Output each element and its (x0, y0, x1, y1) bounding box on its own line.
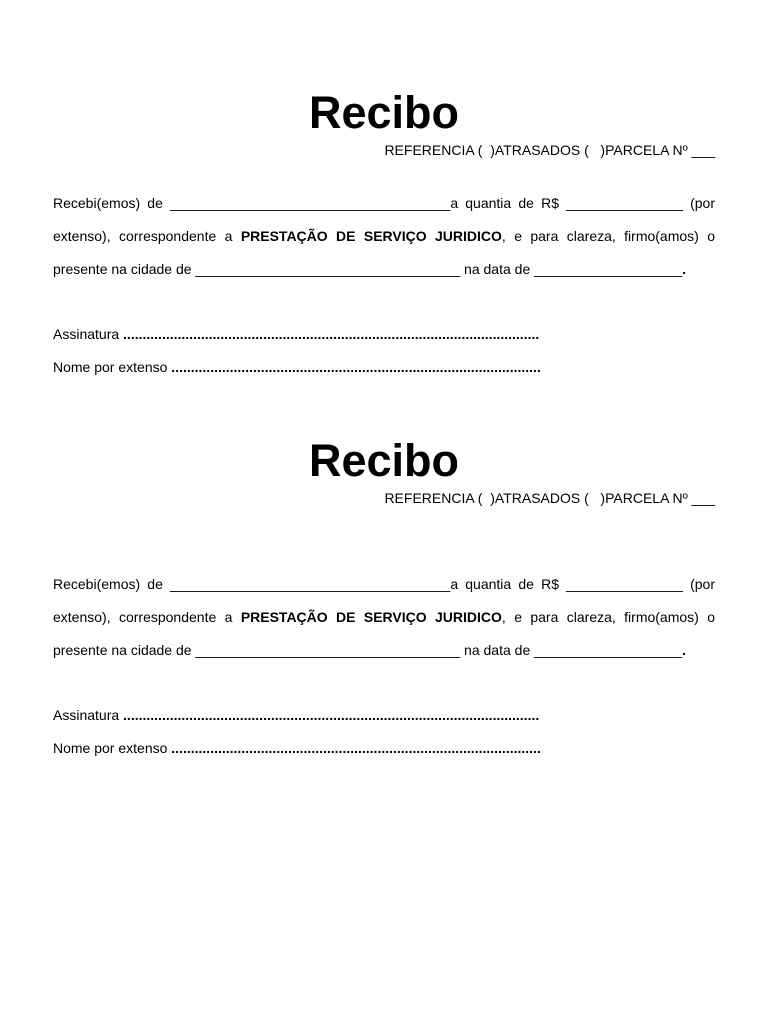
name-label: Nome por extenso (53, 359, 172, 375)
receipt-1 (53, 85, 715, 384)
receipt-title: Recibo (308, 87, 460, 138)
signature-label: Assinatura (53, 707, 124, 723)
receipt-2 (53, 433, 715, 765)
name-dots: ............................................................................................... (171, 359, 541, 375)
paragraph-period: . (682, 642, 686, 658)
paragraph-period: . (682, 261, 686, 277)
signature-dots: ........................................................................................................... (123, 707, 540, 723)
paragraph-text-end: , e para clareza, firmo(amos) o presente na cidade de __________________________________ na data de ___________________ (53, 609, 715, 658)
reference-line: REFERENCIA ( )ATRASADOS ( )PARCELA Nº ___ (384, 142, 715, 158)
receipt-paragraph (53, 568, 715, 667)
name-line (53, 732, 715, 765)
reference-line: REFERENCIA ( )ATRASADOS ( )PARCELA Nº ___ (384, 490, 715, 506)
name-dots: ............................................................................................... (171, 740, 541, 756)
name-line (53, 351, 715, 384)
paragraph-text-start: Recebi(emos) de ____________________________________a quantia de R$ _______________ (por extenso), correspondente a (53, 195, 715, 244)
signature-line (53, 318, 715, 351)
signature-dots: ........................................................................................................... (123, 326, 540, 342)
receipt-title: Recibo (308, 435, 460, 486)
signature-label: Assinatura (53, 326, 124, 342)
paragraph-text-start: Recebi(emos) de ____________________________________a quantia de R$ _______________ (por extenso), correspondente a (53, 576, 715, 625)
service-description: PRESTAÇÃO DE SERVIÇO JURIDICO (240, 609, 502, 625)
signature-line (53, 699, 715, 732)
receipt-paragraph (53, 187, 715, 286)
service-description: PRESTAÇÃO DE SERVIÇO JURIDICO (240, 228, 502, 244)
paragraph-text-end: , e para clareza, firmo(amos) o presente na cidade de __________________________________ na data de ___________________ (53, 228, 715, 277)
name-label: Nome por extenso (53, 740, 172, 756)
